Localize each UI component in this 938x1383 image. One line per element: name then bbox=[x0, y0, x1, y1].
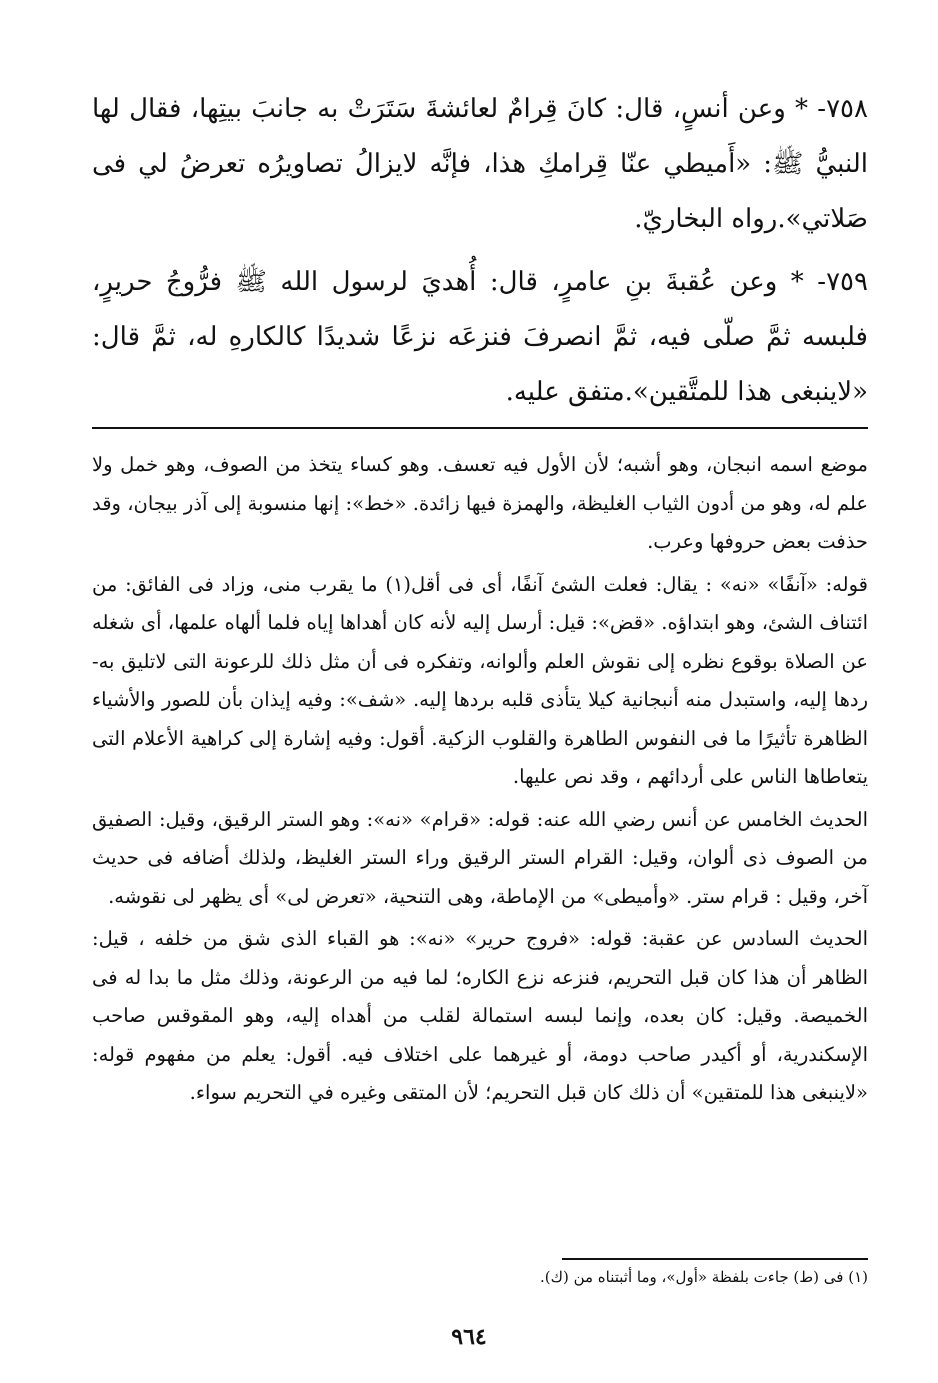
commentary-text bbox=[92, 446, 868, 1117]
commentary-paragraph: موضع اسمه انبجان، وهو أشبه؛ لأن الأول فيه تعسف. وهو كساء يتخذ من الصوف، وهو خمل ولا علم له، وهو من أدون الثياب الغليظة، والهمزة فيها زائدة. «خط»: إنها منسوبة إلى آذر بيجان، وقد حذفت بعض حروفها وعرب. bbox=[92, 453, 868, 553]
main-separator-rule bbox=[92, 427, 868, 429]
hadith-758: ٧٥٨- * وعن أنسٍ، قال: كانَ قِرامٌ لعائشةَ سَتَرَتْ به جانبَ بيتِها، فقال لها النبيُّ ﷺ: «أَميطي عنّا قِرامكِ هذا، فإنَّه لايزالُ تصاويرُه تعرضُ لي فى صَلاتي».رواه البخاريّ. bbox=[92, 94, 868, 234]
footnote-separator-rule bbox=[562, 1258, 868, 1260]
footnote: (١) فى (ط) جاءت بلفظة «أول»، وما أثبتناه من (ك). bbox=[539, 1268, 868, 1286]
commentary-paragraph: قوله: «آنفًا» «نه» : يقال: فعلت الشئ آنفًا، أى فى أقل(١) ما يقرب منى، وزاد فى الفائق: من ائتناف الشئ، وهو ابتداؤه. «قض»: قيل: أرسل إليه لأنه كان أهداها إياه فلما ألهاه علمها، أى شغله عن الصلاة بوقوع نظره إلى نقوش العلم وألوانه، وتفكره فى أن مثل ذلك للرعونة التى لاتليق به-ردها إليه، واستبدل منه أنبجانية كيلا يتأذى قلبه بردها إليه. «شف»: وفيه إيذان بأن للصور والأشياء الظاهرة تأثيرًا ما فى النفوس الطاهرة والقلوب الزكية. أقول: وفيه إشارة إلى كراهية الأعلام التى يتعاطاها الناس على أردائهم ، وقد نص عليها. bbox=[92, 572, 868, 788]
hadith-text bbox=[92, 82, 868, 428]
commentary-paragraph: الحديث الخامس عن أنس رضي الله عنه: قوله: «قرام» «نه»: وهو الستر الرقيق، وقيل: الصفيق من الصوف ذى ألوان، وقيل: القرام الستر الرقيق وراء الستر الغليظ، ولذلك أضافه فى حديث آخر، وقيل : قرام ستر. «وأميطى» من الإماطة، وهى التنحية، «تعرض لى» أى يظهر لى نقوشه. bbox=[92, 807, 868, 908]
page-number: ٩٦٤ bbox=[451, 1324, 487, 1350]
hadith-759: ٧٥٩- * وعن عُقبةَ بنِ عامرٍ، قال: أُهديَ لرسول الله ﷺ فرُّوجُ حريرٍ، فلبسه ثمَّ صلّى فيه، ثمَّ انصرفَ فنزعَه نزعًا شديدًا كالكارهِ له، ثمَّ قال: «لاينبغى هذا للمتَّقين».متفق عليه. bbox=[92, 267, 868, 407]
commentary-paragraph: الحديث السادس عن عقبة: قوله: «فروج حرير» «نه»: هو القباء الذى شق من خلفه ، قيل: الظاهر أن هذا كان قبل التحريم، فنزعه نزع الكاره؛ لما فيه من الرعونة، وذلك مثل ما بدا له فى الخميصة. وقيل: كان بعده، وإنما لبسه استمالة لقلب من أهداه إليه، وهو المقوقس صاحب الإسكندرية، أو أكيدر صاحب دومة، أو غيرهما على اختلاف فيه. أقول: يعلم من مفهوم قوله: «لاينبغى هذا للمتقين» أن ذلك كان قبل التحريم؛ لأن المتقى وغيره في التحريم سواء. bbox=[92, 927, 868, 1104]
